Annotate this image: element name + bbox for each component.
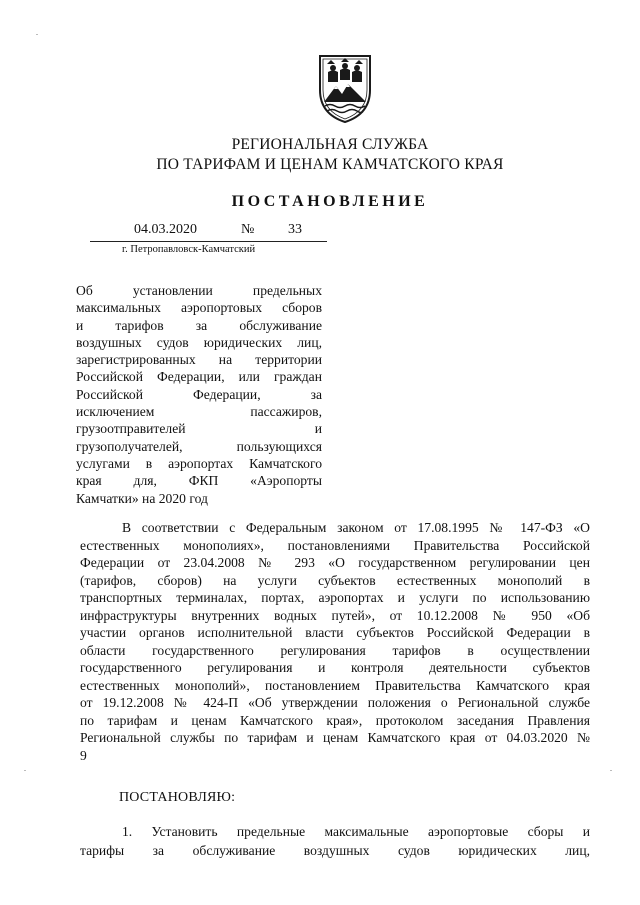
preamble-line: инфраструктуры внутренних водных путей», от 10.12.2008 № 950 «Об: [80, 607, 590, 623]
preamble-line: области государственного регулирования тарифов в осуществлении: [80, 642, 590, 658]
subject-line: грузополучателей, пользующихся: [76, 438, 322, 454]
preamble-line: 9: [80, 747, 87, 763]
preamble-line: естественных монополий», постановлением Правительства Камчатского края: [80, 677, 590, 693]
scan-speck: [610, 770, 612, 771]
org-name-line2: ПО ТАРИФАМ И ЦЕНАМ КАМЧАТСКОГО КРАЯ: [156, 156, 504, 173]
document-number: 33: [288, 222, 302, 237]
subject-line: края для, ФКП «Аэропорты: [76, 473, 322, 489]
subject-line: Камчатки» на 2020 год: [76, 490, 208, 506]
subject-line: грузоотправителей и: [76, 421, 322, 437]
subject-line: исключением пассажиров,: [76, 404, 322, 420]
preamble-line: В соответствии с Федеральным законом от 17.08.1995 № 147-ФЗ «О: [122, 520, 590, 535]
preamble-line: Федерации от 23.04.2008 № 293 «О государственном регулировании цен: [80, 555, 590, 570]
subject-line: услугами в аэропортах Камчатского: [76, 455, 322, 471]
kamchatka-coat-of-arms-icon: [316, 50, 374, 124]
preamble-line: Региональной службы по тарифам и ценам Камчатского края от 04.03.2020 №: [80, 730, 590, 745]
document-type-title: ПОСТАНОВЛЕНИЕ: [231, 193, 429, 210]
subject-line: Об установлении предельных: [76, 283, 322, 298]
date-number-underline: [90, 241, 327, 242]
document-date: 04.03.2020: [134, 222, 197, 237]
document-city: г. Петропавловск-Камчатский: [122, 244, 256, 255]
subject-line: зарегистрированных на территории: [76, 352, 322, 368]
preamble-line: транспортных терминалах, портах, аэропортах и услуги по использованию: [80, 590, 590, 605]
scan-speck: [36, 34, 38, 35]
clause-1-paragraph: [80, 822, 590, 860]
subject-line: Российской Федерации, или граждан: [76, 369, 322, 385]
preamble-line: естественных монополиях», постановлениями Правительства Российской: [80, 537, 590, 553]
decree-word: ПОСТАНОВЛЯЮ:: [119, 790, 236, 805]
preamble-line: (тарифов, сборов) на услуги субъектов естественных монополий в: [80, 572, 590, 588]
preamble-line: государственного регулирования и контроля деятельности субъектов: [80, 660, 590, 675]
scan-speck: [24, 770, 26, 771]
number-sign: №: [241, 222, 255, 237]
subject-line: воздушных судов юридических лиц,: [76, 334, 322, 350]
preamble-paragraph: [80, 519, 590, 764]
preamble-line: участии органов исполнительной власти субъектов Российской Федерации в: [80, 625, 590, 640]
subject-line: максимальных аэропортовых сборов: [76, 300, 322, 316]
subject-line: Российской Федерации, за: [76, 386, 322, 402]
clause-line: 1. Установить предельные максимальные аэропортовые сборы и: [122, 824, 590, 839]
clause-line: тарифы за обслуживание воздушных судов юридических лиц,: [80, 843, 590, 858]
document-subject: [76, 282, 322, 507]
subject-line: и тарифов за обслуживание: [76, 317, 322, 333]
preamble-line: по тарифам и ценам Камчатского края», протоколом заседания Правления: [80, 712, 590, 728]
preamble-line: от 19.12.2008 № 424-П «Об утверждении положения о Региональной службе: [80, 695, 590, 710]
org-name-line1: РЕГИОНАЛЬНАЯ СЛУЖБА: [231, 136, 429, 153]
